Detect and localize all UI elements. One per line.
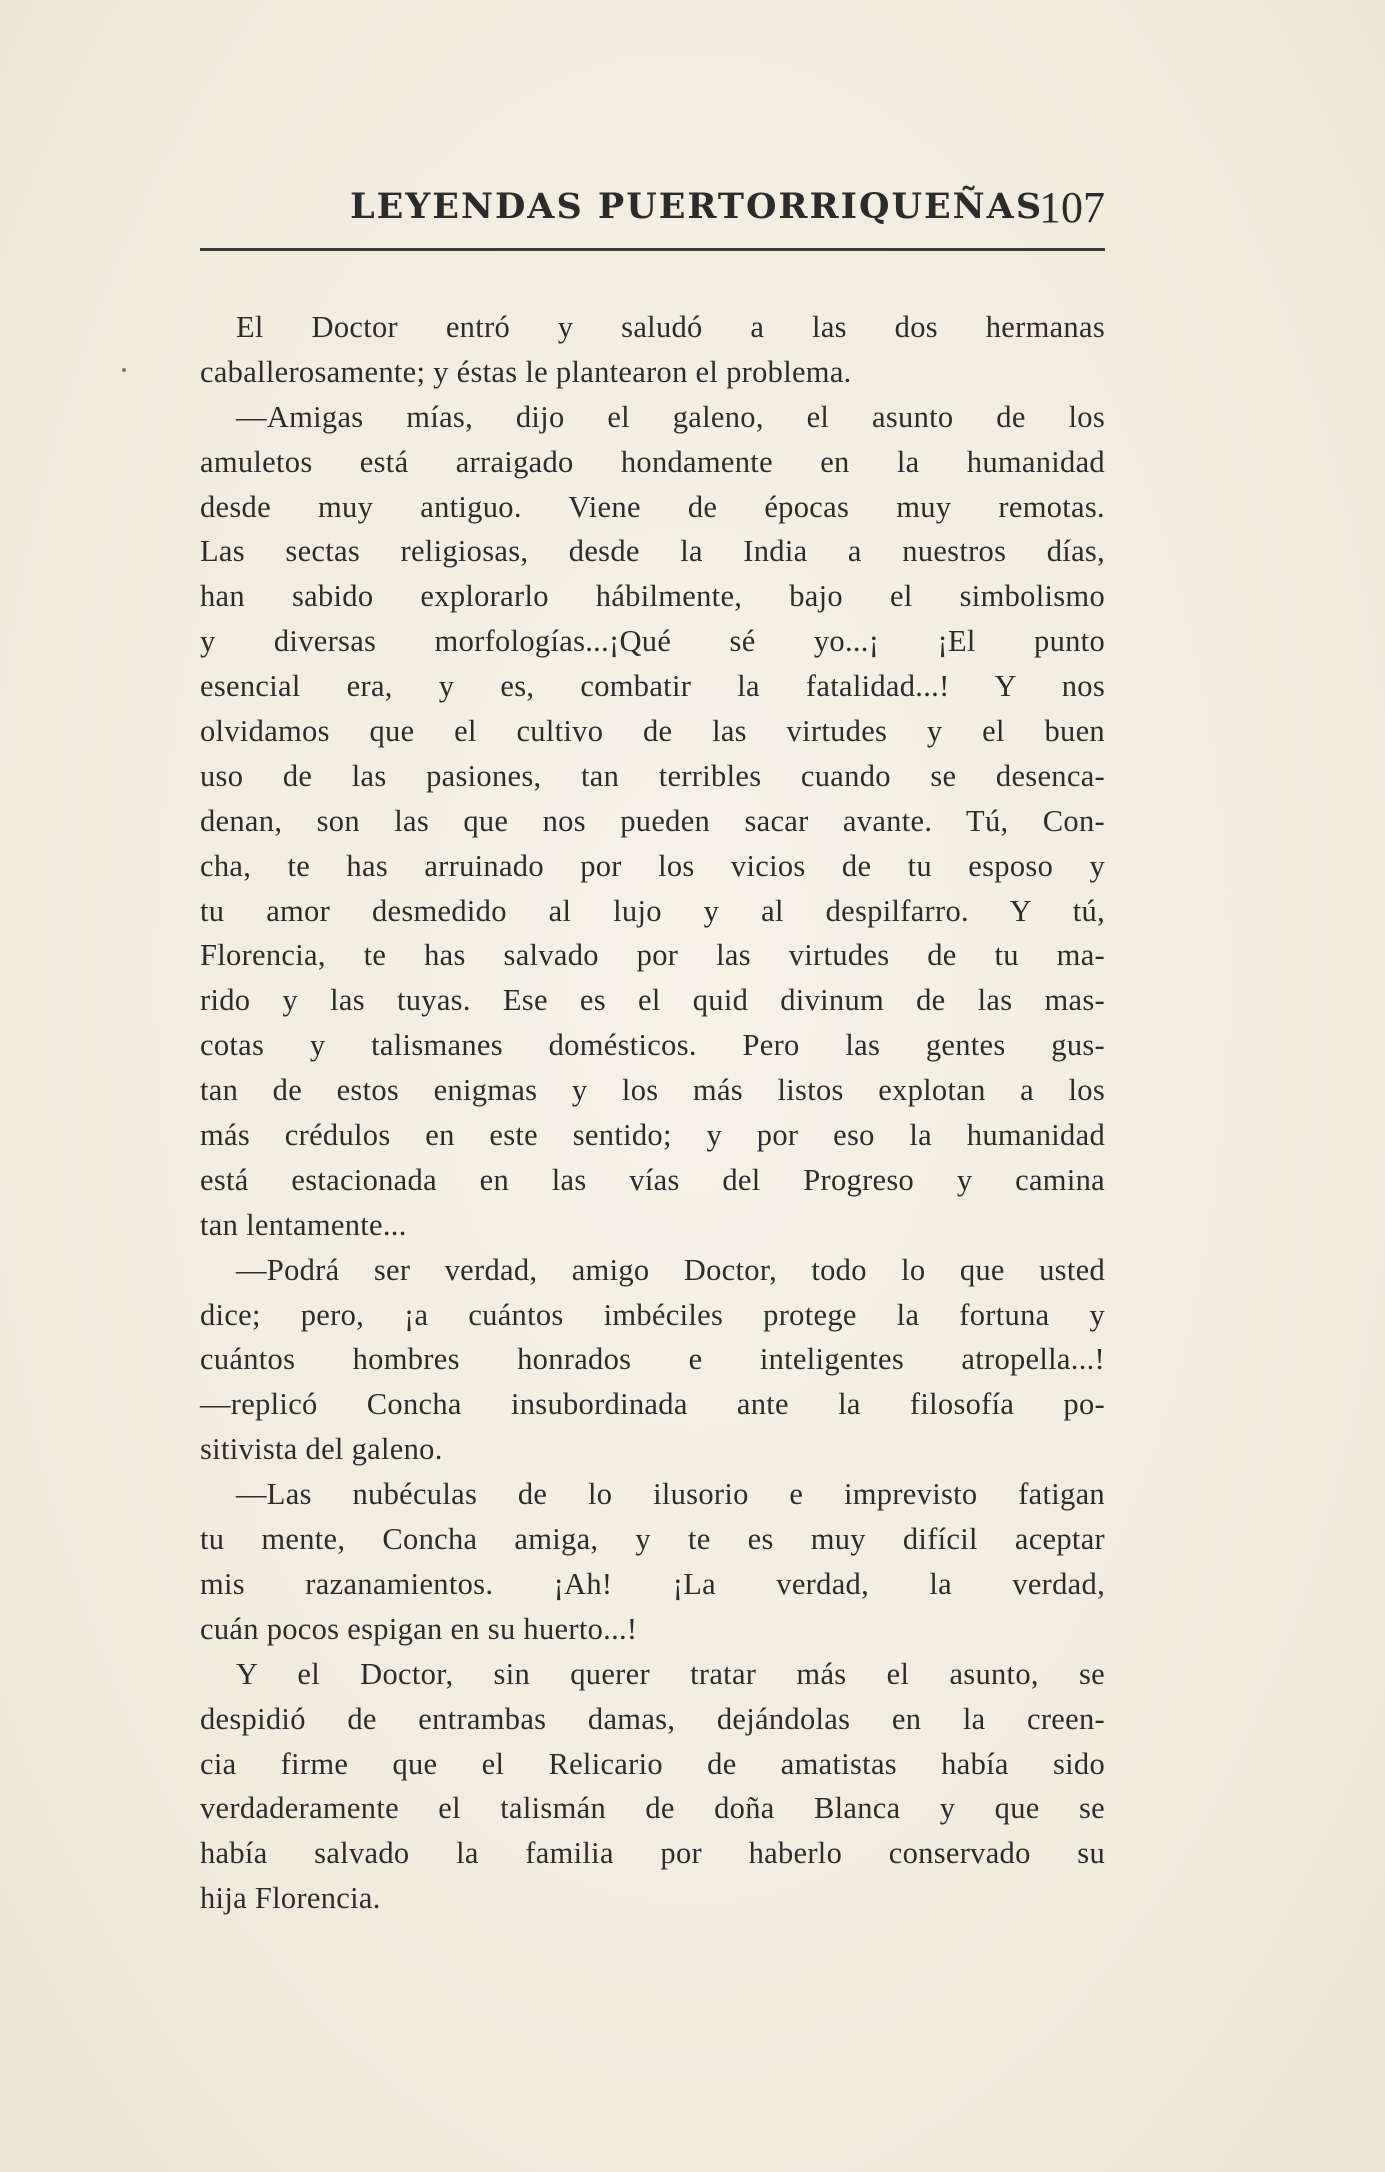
text-line: Florencia, te has salvado por las virtudes de tu ma- (200, 938, 1105, 973)
text-line: desde muy antiguo. Viene de épocas muy remotas. (200, 489, 1105, 524)
running-head: LEYENDAS PUERTORRIQUEÑAS (350, 186, 1044, 227)
text-line: cuántos hombres honrados e inteligentes atropella...! (200, 1342, 1105, 1377)
text-line: caballerosamente; y éstas le plantearon el problema. (200, 354, 852, 389)
text-line: cotas y talismanes domésticos. Pero las gentes gus- (200, 1028, 1105, 1063)
page-header (200, 180, 1105, 250)
text-line: tan lentamente... (200, 1207, 407, 1242)
text-line: —Las nubéculas de lo ilusorio e imprevisto fatigan (236, 1477, 1105, 1512)
text-line: Y el Doctor, sin querer tratar más el asunto, se (236, 1656, 1105, 1691)
text-line: había salvado la familia por haberlo conservado su (200, 1836, 1105, 1871)
text-line: Las sectas religiosas, desde la India a nuestros días, (200, 534, 1105, 569)
text-line: mis razanamientos. ¡Ah! ¡La verdad, la verdad, (200, 1566, 1105, 1601)
text-line: despidió de entrambas damas, dejándolas en la creen- (200, 1701, 1105, 1736)
text-line: hija Florencia. (200, 1881, 381, 1916)
text-line: amuletos está arraigado hondamente en la humanidad (200, 444, 1105, 479)
text-line: cuán pocos espigan en su huerto...! (200, 1611, 638, 1646)
body-text (200, 305, 1105, 1921)
text-line: está estacionada en las vías del Progreso y camina (200, 1162, 1105, 1197)
text-line: El Doctor entró y saludó a las dos hermanas (236, 310, 1105, 344)
margin-speck (122, 368, 126, 372)
text-line: —replicó Concha insubordinada ante la filosofía po- (200, 1387, 1105, 1422)
text-line: cha, te has arruinado por los vicios de tu esposo y (200, 848, 1105, 883)
text-line: olvidamos que el cultivo de las virtudes y el buen (200, 714, 1105, 749)
page-number: 107 (1039, 183, 1105, 232)
text-line: tu amor desmedido al lujo y al despilfarro. Y tú, (200, 893, 1105, 928)
text-line: rido y las tuyas. Ese es el quid divinum de las mas- (200, 983, 1105, 1018)
text-line: verdaderamente el talismán de doña Blanca y que se (200, 1791, 1105, 1826)
text-line: sitivista del galeno. (200, 1432, 443, 1467)
text-line: esencial era, y es, combatir la fatalidad...! Y nos (200, 669, 1105, 704)
text-line: y diversas morfologías...¡Qué sé yo...¡ ¡El punto (200, 624, 1105, 659)
text-line: —Amigas mías, dijo el galeno, el asunto de los (236, 399, 1105, 434)
text-line: han sabido explorarlo hábilmente, bajo el simbolismo (200, 579, 1105, 614)
text-line: denan, son las que nos pueden sacar avante. Tú, Con- (200, 803, 1105, 838)
text-line: cia firme que el Relicario de amatistas había sido (200, 1746, 1105, 1781)
text-line: más crédulos en este sentido; y por eso la humanidad (200, 1118, 1105, 1153)
text-line: tan de estos enigmas y los más listos explotan a los (200, 1073, 1105, 1108)
text-line: uso de las pasiones, tan terribles cuando se desenca- (200, 758, 1105, 793)
text-line: —Podrá ser verdad, amigo Doctor, todo lo que usted (236, 1252, 1105, 1287)
text-line: tu mente, Concha amiga, y te es muy difícil aceptar (200, 1522, 1105, 1557)
text-line: dice; pero, ¡a cuántos imbéciles protege la fortuna y (200, 1297, 1105, 1332)
header-rule (200, 248, 1105, 251)
